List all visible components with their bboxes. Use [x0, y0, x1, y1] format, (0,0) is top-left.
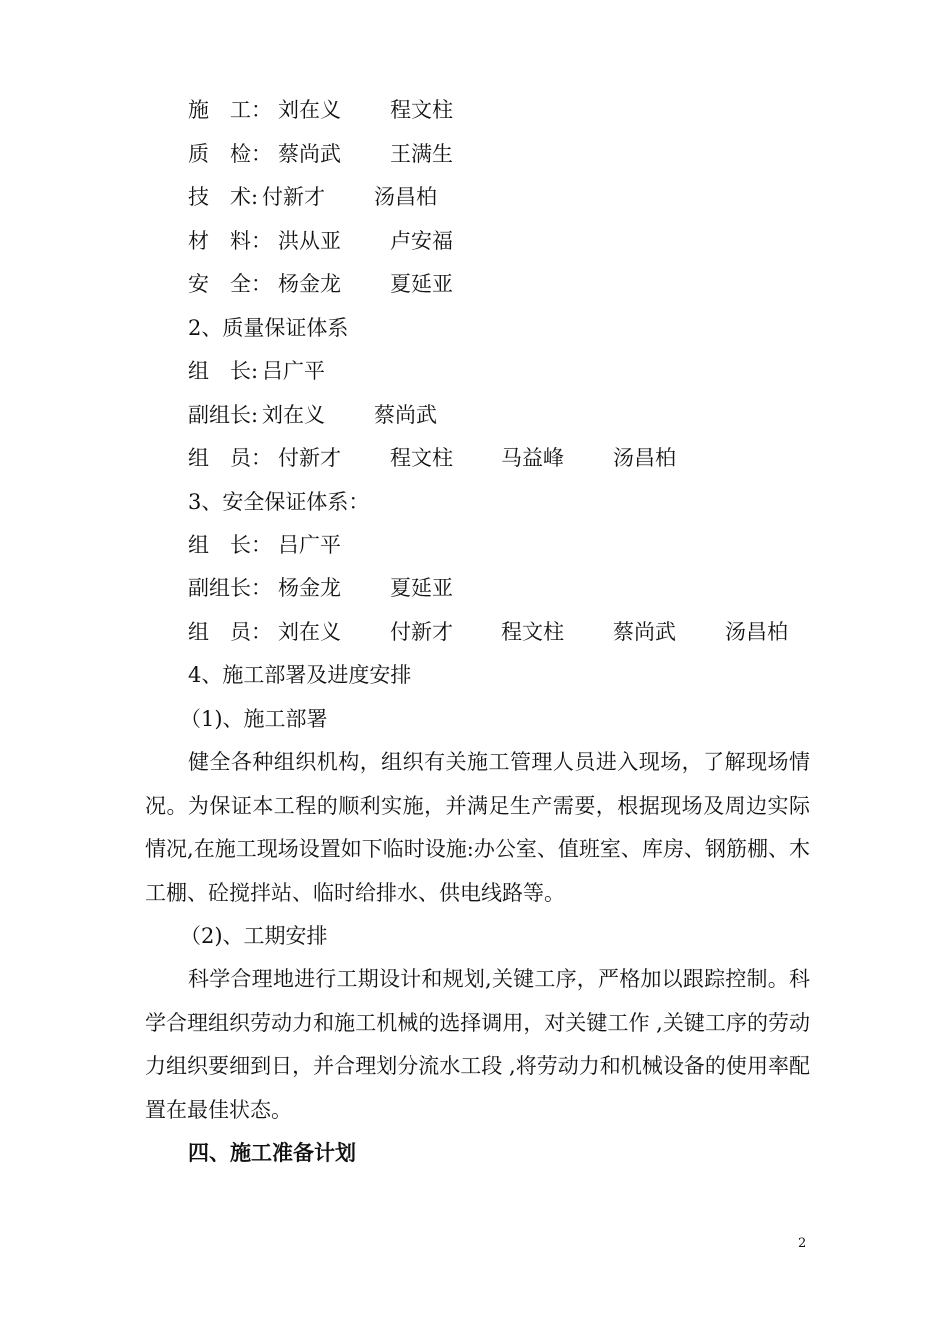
- staff-name: 蔡尚武: [613, 620, 676, 644]
- role-label: 安 全：: [188, 272, 272, 296]
- staff-name: 夏延亚: [390, 576, 453, 600]
- page-number: 2: [798, 1236, 807, 1251]
- deployment-paragraph-1: 健全各种组织机构，组织有关施工管理人员进入现场，了解现场情况。为保证本工程的顺利实施，并满足生产需要，根据现场及周边实际情况,在施工现场设置如下临时设施:办公室、值班室、库房、钢筋棚、木工棚、砼搅拌站、临时给排水、供电线路等。: [145, 750, 810, 905]
- role-label: 材 料：: [188, 229, 272, 253]
- staff-name: 程文柱: [390, 446, 453, 470]
- staff-name: 刘在义: [278, 98, 341, 122]
- role-label: 副组长:: [188, 403, 259, 427]
- role-label: 技 术:: [188, 185, 259, 209]
- role-label: 组 员：: [188, 446, 272, 470]
- staff-name: 王满生: [390, 142, 453, 166]
- staff-name: 洪从亚: [278, 229, 341, 253]
- quality-system-heading: 2、质量保证体系: [188, 316, 349, 340]
- staff-name: 程文柱: [390, 98, 453, 122]
- staff-name: 汤昌柏: [725, 620, 788, 644]
- staff-name: 付新才: [390, 620, 453, 644]
- staff-name: 卢安福: [390, 229, 453, 253]
- staff-name: 蔡尚武: [374, 403, 437, 427]
- staff-name: 马益峰: [501, 446, 564, 470]
- role-label: 质 检：: [188, 142, 272, 166]
- staff-name: 付新才: [262, 185, 325, 209]
- section-heading: 四、施工准备计划: [188, 1140, 356, 1165]
- role-label: 副组长：: [188, 576, 272, 600]
- staff-name: 汤昌柏: [374, 185, 437, 209]
- role-label: 组 员：: [188, 620, 272, 644]
- safety-system-heading: 3、安全保证体系：: [188, 490, 370, 514]
- staff-name: 吕广平: [278, 533, 341, 557]
- staff-name: 夏延亚: [390, 272, 453, 296]
- staff-name: 杨金龙: [278, 576, 341, 600]
- staff-name: 吕广平: [262, 359, 325, 383]
- staff-name: 汤昌柏: [613, 446, 676, 470]
- deployment-paragraph-2: 科学合理地进行工期设计和规划,关键工序，严格加以跟踪控制。科学合理组织劳动力和施工机械的选择调用，对关键工作 ,关键工序的劳动力组织要细到日，并合理划分流水工段 ,将劳动力和机械设备的使用率配置在最佳状态。: [145, 967, 810, 1122]
- staff-name: 杨金龙: [278, 272, 341, 296]
- deployment-heading: 4、施工部署及进度安排: [188, 663, 412, 687]
- staff-name: 付新才: [278, 446, 341, 470]
- role-label: 组 长：: [188, 533, 272, 557]
- staff-name: 程文柱: [501, 620, 564, 644]
- role-label: 组 长:: [188, 359, 259, 383]
- staff-name: 刘在义: [262, 403, 325, 427]
- role-label: 施 工：: [188, 98, 272, 122]
- deployment-subheading-1: （1)、施工部署: [180, 707, 328, 731]
- staff-name: 刘在义: [278, 620, 341, 644]
- deployment-subheading-2: （2)、工期安排: [180, 924, 328, 948]
- staff-name: 蔡尚武: [278, 142, 341, 166]
